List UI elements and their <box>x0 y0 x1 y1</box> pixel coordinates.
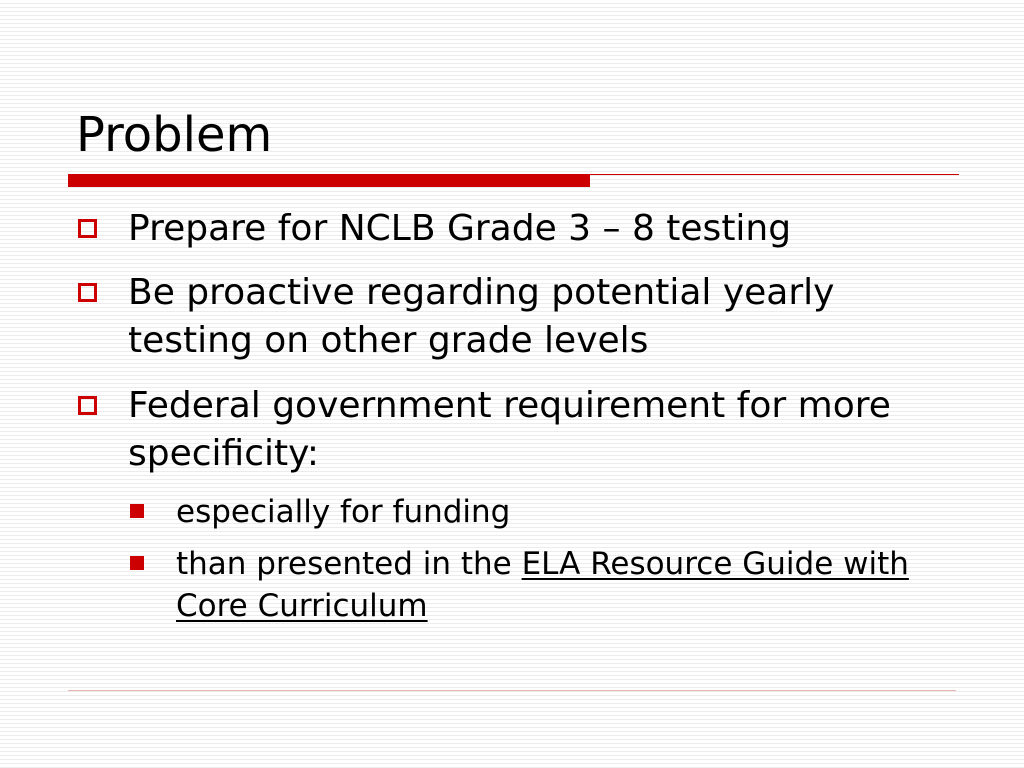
bullet-text: Federal government requirement for more specificity: <box>128 385 891 474</box>
sub-bullet-text <box>176 543 948 627</box>
sub-bullet-item <box>128 491 948 533</box>
filled-square-bullet-icon <box>130 556 144 570</box>
hollow-square-bullet-icon <box>78 396 97 415</box>
bullet-item <box>76 205 946 257</box>
footer-divider <box>68 690 956 691</box>
slide-title: Problem <box>76 107 273 163</box>
bullet-text: Prepare for NCLB Grade 3 – 8 testing <box>128 208 792 249</box>
bullet-item <box>76 269 946 365</box>
hollow-square-bullet-icon <box>78 283 97 302</box>
bullet-text: Be proactive regarding potential yearly testing on other grade levels <box>128 272 835 361</box>
filled-square-bullet-icon <box>130 504 144 518</box>
ela-resource-guide-link[interactable]: ELA Resource Guide with Core Curriculum <box>176 546 909 624</box>
sub-bullet-text: especially for funding <box>176 494 511 530</box>
sub-bullet-item <box>128 543 948 627</box>
hollow-square-bullet-icon <box>78 219 97 238</box>
bullet-item <box>76 382 946 478</box>
sub-bullet-prefix: than presented in the <box>176 546 522 582</box>
